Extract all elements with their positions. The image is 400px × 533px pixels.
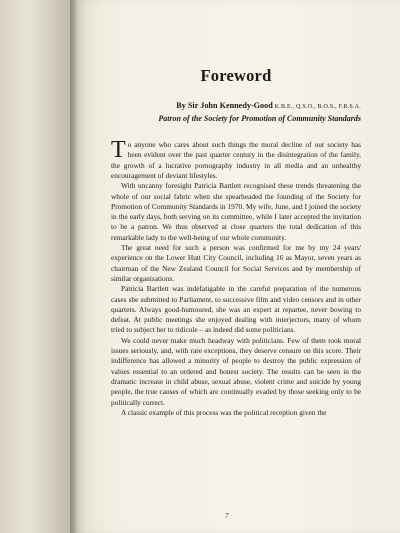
page-gutter-shadow bbox=[70, 0, 78, 533]
page-content bbox=[111, 66, 361, 418]
page-number: 7 bbox=[225, 512, 229, 520]
paragraph-1 bbox=[111, 137, 361, 181]
book-spine-edge bbox=[0, 0, 74, 533]
paragraph-4: Patricia Bartlett was indefatigable in the careful preparation of the numerous cases she submitted to Parliament, to successive film and video censors and in other quarters. Always good-humoured, she was an expert at repartee, never bowing to defeat. At public meetings she enjoyed dealing with interjectors, many of whom tried to subject her to ridicule – as indeed did some politicians. bbox=[111, 284, 361, 335]
drop-cap: T bbox=[111, 137, 126, 164]
paragraph-6: A classic example of this process was the political reception given the bbox=[121, 407, 327, 417]
paragraph-1-text: o anyone who cares about such things the moral decline of our society has been evident over the past quarter century in the disintegration of the family, the growth of a lucrative pornography industry in all media and an unhealthy encouragement of deviant lifestyles. bbox=[111, 140, 361, 180]
author-name: By Sir John Kennedy-Good bbox=[176, 101, 273, 110]
byline bbox=[111, 100, 361, 125]
paragraph-3: The great need for such a person was confirmed for me by my 24 years' experience on the Lower Hutt City Council, including 16 as Mayor, seven years as chairman of the New Zealand Council for Social Services and by membership of similar organisations. bbox=[111, 243, 361, 283]
author-honours: K.B.E., Q.S.O., B.O.S., F.R.S.A. bbox=[274, 104, 361, 110]
page-title: Foreword bbox=[200, 66, 272, 85]
author-patron-line: Patron of the Society for Promotion of Community Standards bbox=[158, 113, 361, 123]
author-line bbox=[111, 100, 361, 113]
paragraph-2: With uncanny foresight Patricia Bartlett recognised these trends threatening the whole of our social fabric when she spearheaded the founding of the Society for Promotion of Community Standards in 1970. My wife, June, and I joined the society in the early days, both serving on its committee, while I later accepted the invitation to be a patron. We thus observed at close quarters the total dedication of this remarkable lady to the well-being of our whole community. bbox=[111, 181, 361, 242]
paragraph-5: We could never make much headway with politicians. Few of them took moral issues seriously, and, with rare exceptions, they deserve censure on this score. Their indifference has allowed a minority of people to destroy the public expression of values essential to an ordered and honest society. The results can be seen in the dramatic increase in child abuse, sexual abuse, violent crime and suicide by young people, the true causes of which are continually evaded by those seeking only to be politically correct. bbox=[111, 335, 361, 407]
